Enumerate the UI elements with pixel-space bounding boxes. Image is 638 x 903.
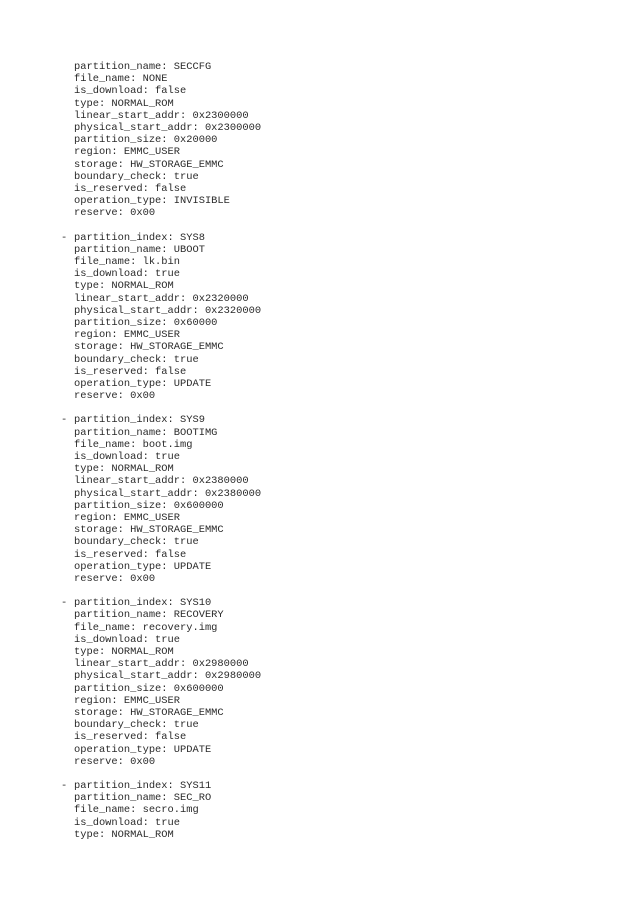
partition-field-text: partition_size: 0x600000 <box>74 682 224 695</box>
partition-field-text: file_name: secro.img <box>74 804 199 817</box>
partition-field-line <box>61 524 261 536</box>
partition-field-line <box>61 85 261 97</box>
partition-field-text: is_download: true <box>74 633 181 646</box>
partition-field-text: file_name: lk.bin <box>74 256 181 268</box>
block-separator <box>61 768 261 780</box>
partition-field-text: is_reserved: false <box>74 731 187 744</box>
partition-field-text: is_download: true <box>74 451 181 463</box>
partition-field-line <box>61 439 261 451</box>
partition-field-line <box>61 683 261 695</box>
partition-field-line <box>61 378 261 390</box>
partition-field-line <box>61 195 261 207</box>
partition-field-line <box>61 500 261 512</box>
partition-field-line <box>61 293 261 305</box>
partition-field-text: region: EMMC_USER <box>74 511 181 524</box>
partition-field-line <box>61 634 261 646</box>
partition-field-text: boundary_check: true <box>74 353 199 366</box>
partition-field-text: file_name: boot.img <box>74 438 193 451</box>
partition-field-line <box>61 622 261 634</box>
partition-field-line <box>61 414 261 426</box>
partition-field-line <box>61 317 261 329</box>
partition-field-text: storage: HW_STORAGE_EMMC <box>74 158 224 171</box>
partition-field-text: reserve: 0x00 <box>74 390 156 403</box>
partition-field-line <box>61 780 261 792</box>
partition-field-text: region: EMMC_USER <box>74 329 181 342</box>
partition-field-text: physical_start_addr: 0x2980000 <box>74 670 262 683</box>
partition-field-line <box>61 110 261 122</box>
partition-field-line <box>61 463 261 475</box>
partition-field-line <box>61 536 261 548</box>
partition-field-line <box>61 390 261 402</box>
partition-field-line <box>61 232 261 244</box>
partition-field-text: type: NORMAL_ROM <box>74 280 174 293</box>
partition-field-line <box>61 73 261 85</box>
partition-field-text: linear_start_addr: 0x2320000 <box>74 292 249 305</box>
partition-field-line <box>61 804 261 816</box>
partition-field-text: type: NORMAL_ROM <box>74 463 174 476</box>
partition-field-line <box>61 731 261 743</box>
partition-field-text: is_download: true <box>74 268 181 281</box>
partition-field-text: file_name: recovery.img <box>74 621 218 634</box>
partition-field-text: boundary_check: true <box>74 719 199 732</box>
partition-field-text: type: NORMAL_ROM <box>74 97 174 110</box>
partition-field-line <box>61 512 261 524</box>
partition-field-line <box>61 427 261 439</box>
partition-field-text: is_reserved: false <box>74 182 187 195</box>
partition-field-line <box>61 695 261 707</box>
partition-field-text: partition_size: 0x20000 <box>74 134 218 147</box>
partition-field-text: boundary_check: true <box>74 170 199 183</box>
list-bullet: - <box>61 780 68 793</box>
partition-field-line <box>61 341 261 353</box>
partition-field-line <box>61 268 261 280</box>
partition-table-text <box>61 61 261 841</box>
partition-field-line <box>61 597 261 609</box>
partition-field-text: type: NORMAL_ROM <box>74 828 174 841</box>
partition-field-text: is_reserved: false <box>74 548 187 561</box>
partition-field-line <box>61 792 261 804</box>
partition-field-text: reserve: 0x00 <box>74 207 156 220</box>
partition-field-text: is_download: true <box>74 816 181 829</box>
partition-field-text: reserve: 0x00 <box>74 572 156 585</box>
partition-field-line <box>61 475 261 487</box>
partition-field-text: partition_index: SYS10 <box>74 597 212 610</box>
partition-field-line <box>61 561 261 573</box>
partition-field-text: operation_type: UPDATE <box>74 560 212 573</box>
partition-field-text: linear_start_addr: 0x2380000 <box>74 475 249 488</box>
partition-field-line <box>61 207 261 219</box>
partition-field-line <box>61 256 261 268</box>
partition-field-line <box>61 98 261 110</box>
partition-field-text: file_name: NONE <box>74 73 168 86</box>
partition-field-text: physical_start_addr: 0x2380000 <box>74 487 262 500</box>
partition-field-line <box>61 183 261 195</box>
partition-field-line <box>61 756 261 768</box>
partition-field-line <box>61 329 261 341</box>
partition-field-text: linear_start_addr: 0x2980000 <box>74 658 249 671</box>
block-separator <box>61 219 261 231</box>
partition-field-line <box>61 488 261 500</box>
partition-field-line <box>61 573 261 585</box>
partition-field-line <box>61 719 261 731</box>
partition-field-text: partition_size: 0x600000 <box>74 499 224 512</box>
partition-field-text: operation_type: UPDATE <box>74 377 212 390</box>
partition-field-text: reserve: 0x00 <box>74 755 156 768</box>
partition-field-line <box>61 61 261 73</box>
partition-field-text: type: NORMAL_ROM <box>74 646 174 658</box>
partition-field-text: partition_name: SEC_RO <box>74 792 212 805</box>
partition-field-line <box>61 707 261 719</box>
partition-field-text: is_reserved: false <box>74 365 187 378</box>
partition-field-line <box>61 171 261 183</box>
partition-field-line <box>61 817 261 829</box>
partition-field-text: operation_type: INVISIBLE <box>74 195 230 208</box>
block-separator <box>61 402 261 414</box>
partition-field-line <box>61 646 261 658</box>
partition-field-line <box>61 549 261 561</box>
partition-field-text: partition_index: SYS11 <box>74 780 212 793</box>
partition-field-line <box>61 159 261 171</box>
list-bullet: - <box>61 231 68 244</box>
partition-field-text: partition_name: BOOTIMG <box>74 426 218 439</box>
partition-field-text: linear_start_addr: 0x2300000 <box>74 109 249 122</box>
partition-field-text: physical_start_addr: 0x2300000 <box>74 121 262 134</box>
partition-field-text: storage: HW_STORAGE_EMMC <box>74 524 224 537</box>
partition-field-text: partition_size: 0x60000 <box>74 316 218 329</box>
partition-field-text: storage: HW_STORAGE_EMMC <box>74 341 224 354</box>
partition-field-text: operation_type: UPDATE <box>74 743 212 756</box>
partition-field-text: region: EMMC_USER <box>74 146 181 159</box>
partition-field-line <box>61 134 261 146</box>
partition-field-line <box>61 122 261 134</box>
partition-field-text: storage: HW_STORAGE_EMMC <box>74 706 224 719</box>
partition-field-line <box>61 366 261 378</box>
partition-field-line <box>61 305 261 317</box>
list-bullet: - <box>61 597 68 610</box>
block-separator <box>61 585 261 597</box>
partition-field-text: physical_start_addr: 0x2320000 <box>74 304 262 317</box>
partition-field-text: is_download: false <box>74 85 187 98</box>
partition-field-text: partition_name: RECOVERY <box>74 609 224 622</box>
partition-field-text: region: EMMC_USER <box>74 694 181 707</box>
partition-field-line <box>61 280 261 292</box>
partition-field-text: partition_index: SYS9 <box>74 414 205 427</box>
partition-field-text: partition_name: SECCFG <box>74 61 212 73</box>
partition-field-line <box>61 146 261 158</box>
partition-field-line <box>61 829 261 841</box>
partition-field-line <box>61 244 261 256</box>
partition-field-line <box>61 670 261 682</box>
partition-field-text: partition_index: SYS8 <box>74 231 205 244</box>
partition-field-line <box>61 451 261 463</box>
partition-field-line <box>61 658 261 670</box>
partition-field-text: partition_name: UBOOT <box>74 243 205 256</box>
partition-field-text: boundary_check: true <box>74 536 199 549</box>
list-bullet: - <box>61 414 68 427</box>
partition-field-line <box>61 744 261 756</box>
partition-field-line <box>61 354 261 366</box>
partition-field-line <box>61 609 261 621</box>
